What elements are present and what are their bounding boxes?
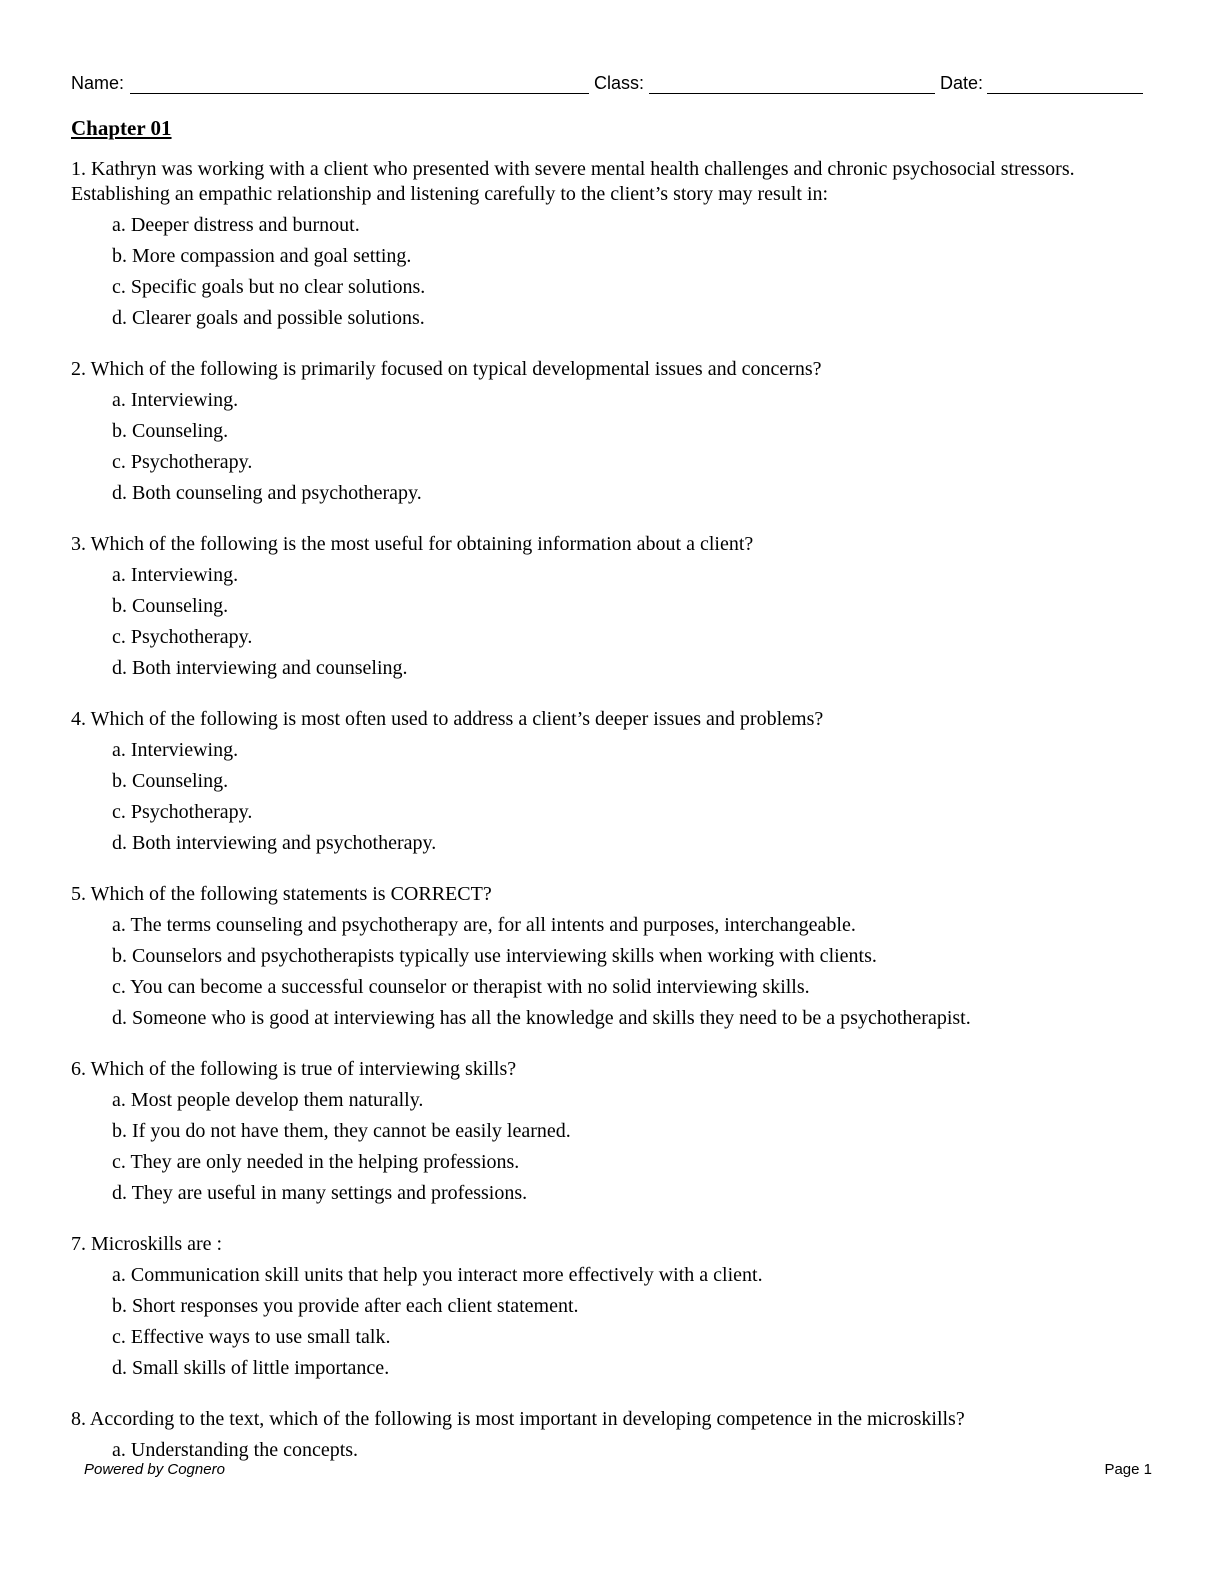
answer-option-b: b. Counselors and psychotherapists typically use interviewing skills when working with clients. — [112, 945, 877, 967]
page-number: Page 1 — [1104, 1461, 1152, 1478]
question-stem: 2. Which of the following is primarily focused on typical developmental issues and concerns? — [71, 358, 822, 380]
answer-option-c: c. You can become a successful counselor or therapist with no solid interviewing skills. — [112, 976, 810, 998]
answer-option-c: c. Effective ways to use small talk. — [112, 1326, 391, 1348]
question-3 — [71, 532, 1161, 684]
header-fields — [71, 71, 1143, 97]
answer-options — [71, 1260, 1161, 1384]
question-stem: 4. Which of the following is most often used to address a client’s deeper issues and problems? — [71, 708, 824, 730]
answer-option-b: b. If you do not have them, they cannot be easily learned. — [112, 1120, 571, 1142]
answer-option-a: a. Understanding the concepts. — [112, 1439, 359, 1461]
answer-option-d: d. Both interviewing and psychotherapy. — [112, 832, 437, 854]
question-stem: 7. Microskills are : — [71, 1233, 223, 1255]
answer-option-c: c. They are only needed in the helping professions. — [112, 1151, 520, 1173]
answer-option-a: a. Communication skill units that help you interact more effectively with a client. — [112, 1264, 763, 1286]
name-field-line[interactable] — [130, 93, 589, 94]
powered-by-text: Powered by Cognero — [84, 1461, 225, 1478]
answer-options — [71, 210, 1161, 334]
page-footer — [84, 1461, 1152, 1481]
answer-option-a: a. Deeper distress and burnout. — [112, 214, 360, 236]
answer-options — [71, 735, 1161, 859]
question-stem: 1. Kathryn was working with a client who presented with severe mental health challenges and chronic psychosocial stressors. Establishing an empathic relationship and listening carefully to the client’s story may result in: — [71, 158, 1075, 205]
answer-option-c: c. Psychotherapy. — [112, 451, 253, 473]
name-label: Name: — [71, 73, 125, 93]
answer-option-d: d. Both interviewing and counseling. — [112, 657, 408, 679]
date-label: Date: — [940, 73, 984, 93]
answer-option-b: b. Counseling. — [112, 595, 229, 617]
answer-options — [71, 385, 1161, 509]
answer-option-a: a. Interviewing. — [112, 389, 239, 411]
question-8 — [71, 1407, 1161, 1466]
answer-option-a: a. Interviewing. — [112, 739, 239, 761]
answer-option-d: d. They are useful in many settings and professions. — [112, 1182, 528, 1204]
answer-option-b: b. Counseling. — [112, 770, 229, 792]
question-6 — [71, 1057, 1161, 1209]
answer-options — [71, 910, 1161, 1034]
answer-option-b: b. More compassion and goal setting. — [112, 245, 412, 267]
answer-option-a: a. Most people develop them naturally. — [112, 1089, 424, 1111]
answer-option-d: d. Both counseling and psychotherapy. — [112, 482, 422, 504]
answer-option-b: b. Counseling. — [112, 420, 229, 442]
answer-options — [71, 560, 1161, 684]
date-field-line[interactable] — [987, 93, 1143, 94]
answer-options — [71, 1085, 1161, 1209]
question-4 — [71, 707, 1161, 859]
answer-option-d: d. Someone who is good at interviewing has all the knowledge and skills they need to be a psychotherapist. — [112, 1007, 971, 1029]
answer-option-c: c. Specific goals but no clear solutions. — [112, 276, 426, 298]
question-2 — [71, 357, 1161, 509]
class-field-line[interactable] — [649, 93, 935, 94]
question-7 — [71, 1232, 1161, 1384]
answer-option-a: a. Interviewing. — [112, 564, 239, 586]
question-stem: 8. According to the text, which of the following is most important in developing competence in the microskills? — [71, 1408, 965, 1430]
answer-option-a: a. The terms counseling and psychotherapy are, for all intents and purposes, interchangeable. — [112, 914, 856, 936]
question-1 — [71, 157, 1161, 334]
question-list — [71, 157, 1161, 1489]
answer-option-c: c. Psychotherapy. — [112, 626, 253, 648]
answer-option-d: d. Clearer goals and possible solutions. — [112, 307, 425, 329]
answer-option-b: b. Short responses you provide after each client statement. — [112, 1295, 579, 1317]
answer-option-d: d. Small skills of little importance. — [112, 1357, 390, 1379]
question-5 — [71, 882, 1161, 1034]
question-stem: 3. Which of the following is the most useful for obtaining information about a client? — [71, 533, 754, 555]
question-stem: 6. Which of the following is true of interviewing skills? — [71, 1058, 517, 1080]
answer-option-c: c. Psychotherapy. — [112, 801, 253, 823]
class-label: Class: — [594, 73, 645, 93]
chapter-title: Chapter 01 — [71, 116, 172, 140]
question-stem: 5. Which of the following statements is CORRECT? — [71, 883, 492, 905]
